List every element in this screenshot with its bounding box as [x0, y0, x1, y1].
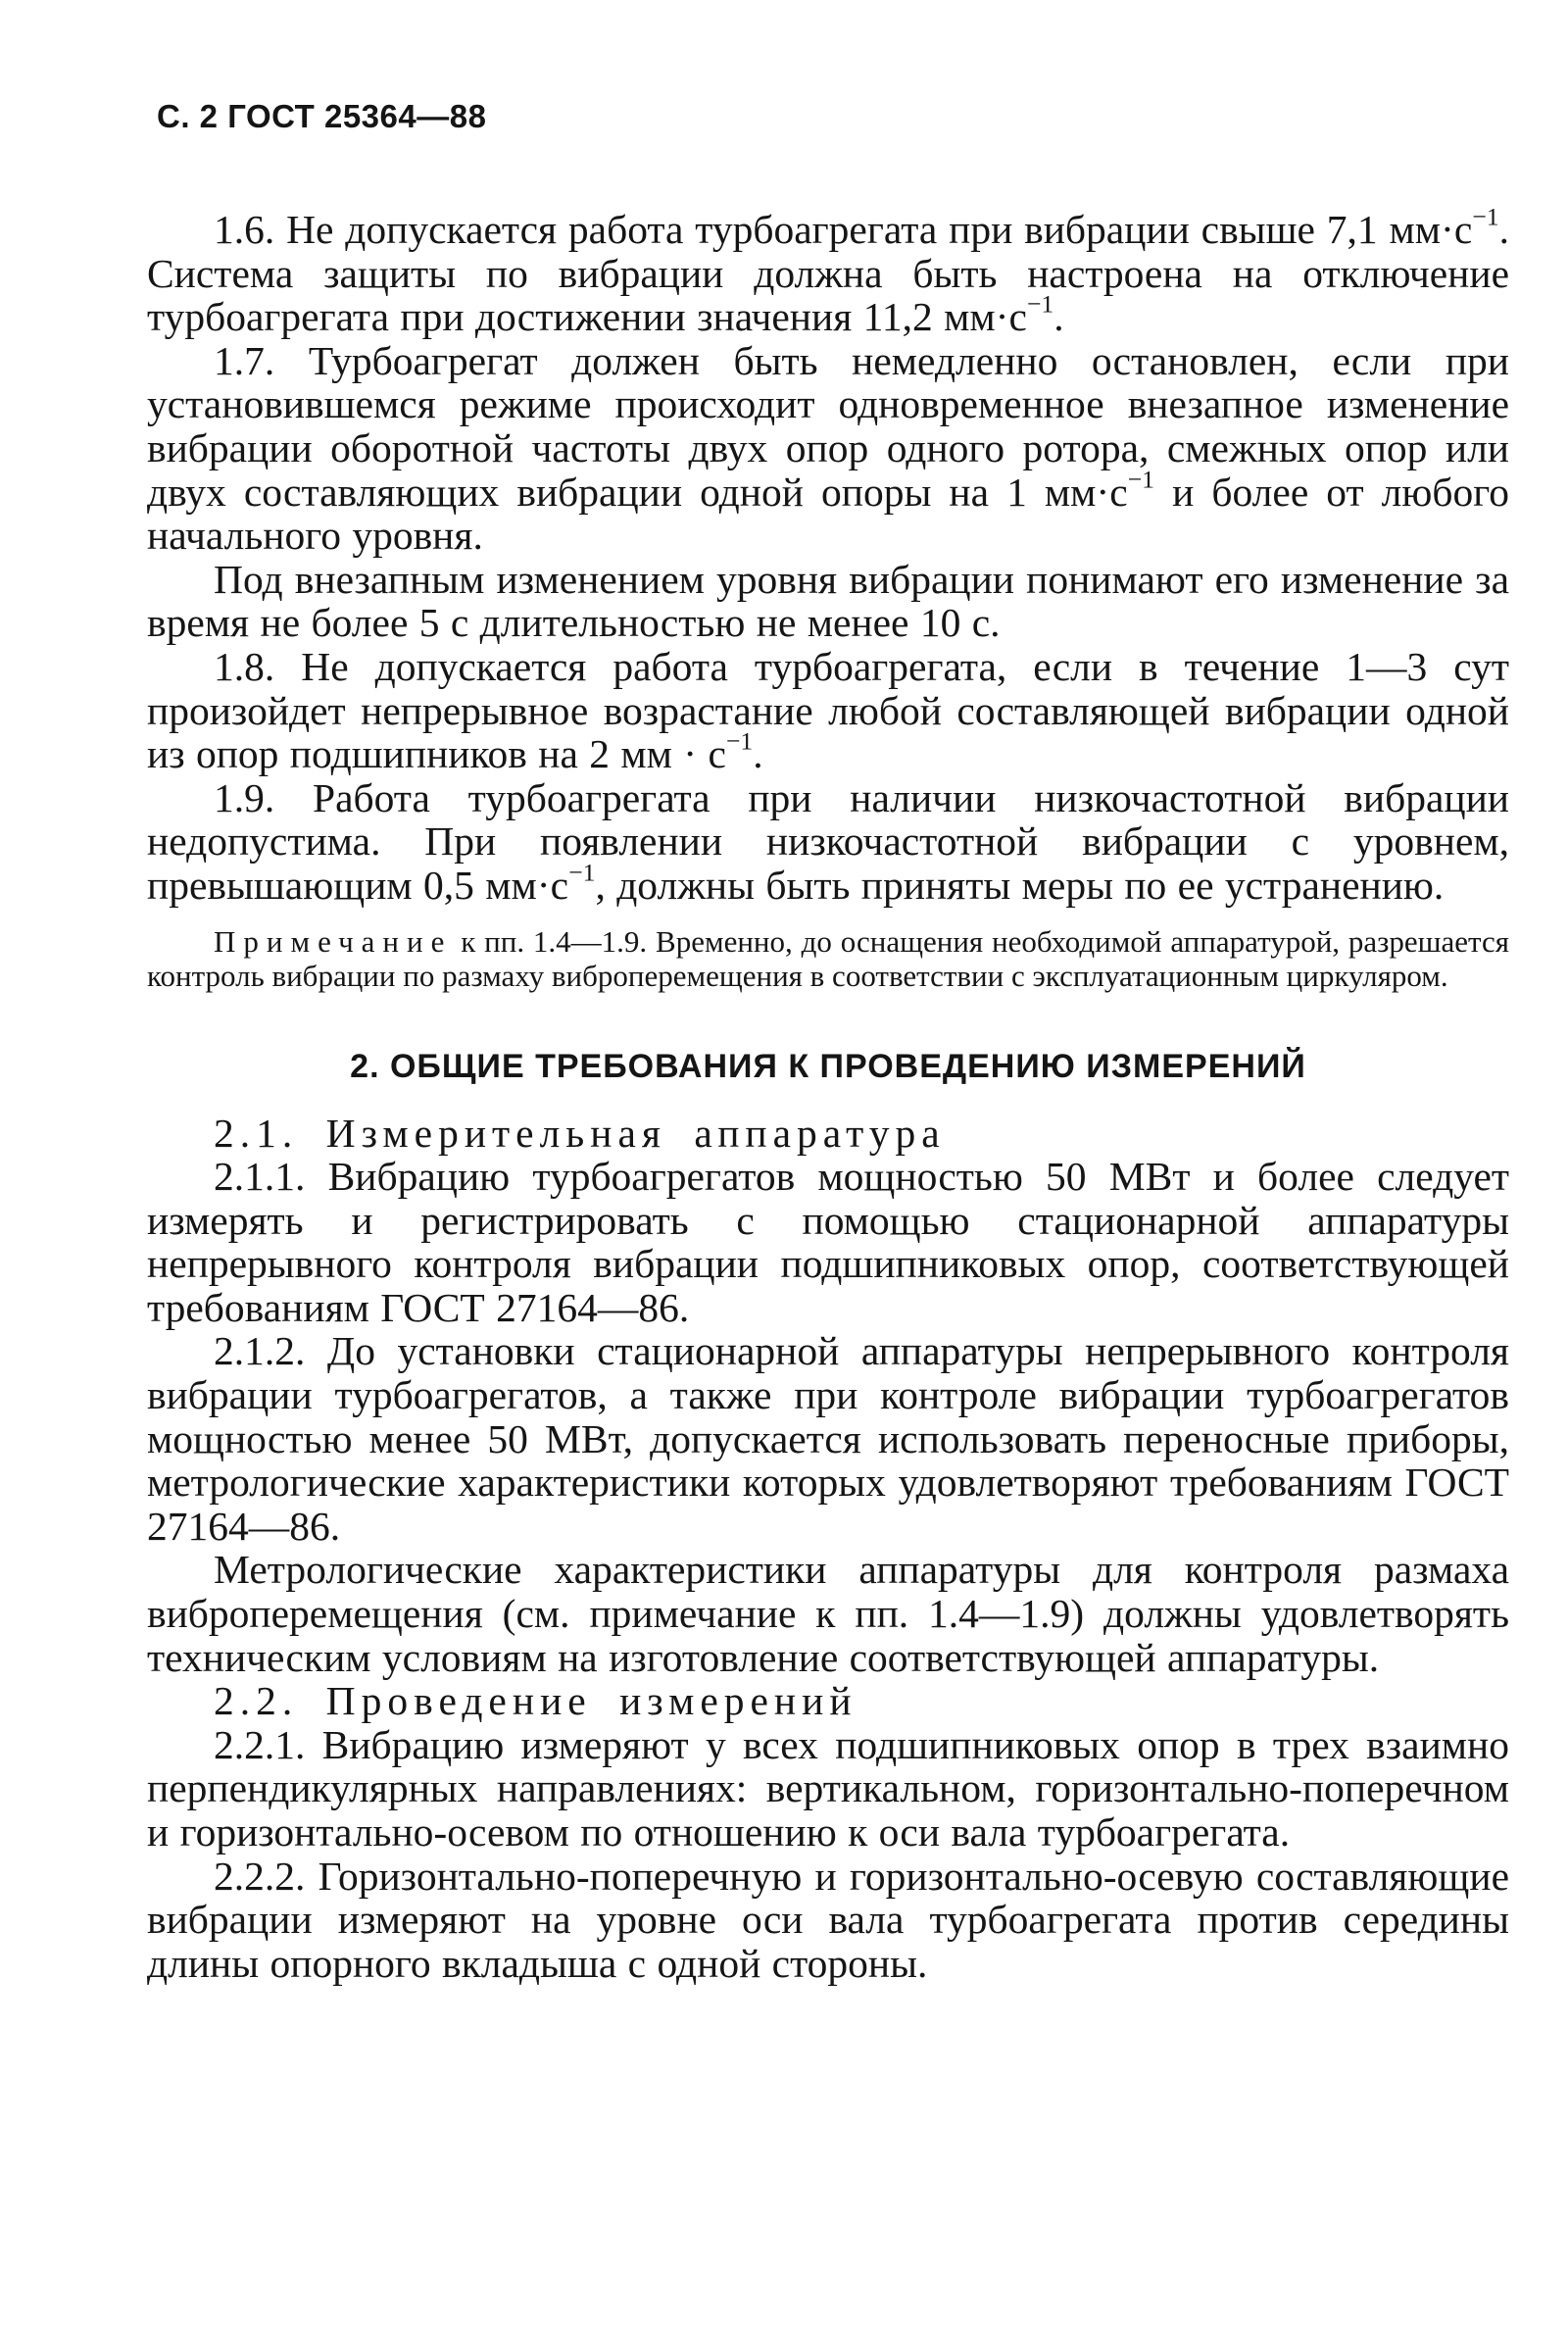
paragraph-1-6-text-b: . Система защиты по вибрации должна быть настроена на отключение турбоагрегата при достижении значения 11,2 мм·с	[147, 207, 1509, 340]
exponent: −1	[1127, 465, 1155, 494]
paragraph-2-1-1: 2.1.1. Вибрацию турбоагрегатов мощностью 50 МВт и более следует измерять и регистрировать с помощью стационарной аппаратуры непрерывного контроля вибрации подшипниковых опор, соответствующей требованиям ГОСТ 27164—86.	[147, 1154, 1509, 1330]
exponent: −1	[1472, 202, 1499, 231]
paragraph-1-8-text-b: .	[753, 731, 763, 777]
paragraph-2-1-2-metrology: Метрологические характеристики аппаратуры для контроля размаха виброперемещения (см. примечание к пп. 1.4—1.9) должны удовлетворять техническим условиям на изготовление соответствующей аппаратуры.	[147, 1547, 1509, 1680]
paragraph-1-7-text-a: 1.7. Турбоагрегат должен быть немедленно остановлен, если при установившемся режиме происходит одновременное внезапное изменение вибрации оборотной частоты двух опор одного ротора, смежных опор или двух составляющих вибрации одной опоры на 1 мм·с	[147, 337, 1509, 515]
note-text: к пп. 1.4—1.9. Временно, до оснащения необходимой аппаратурой, разрешается контроль вибрации по размаху виброперемещения в соответствии с эксплуатационным циркуляром.	[147, 923, 1509, 993]
paragraph-1-6-text-c: .	[1054, 294, 1064, 340]
paragraph-2-1-2: 2.1.2. До установки стационарной аппаратуры непрерывного контроля вибрации турбоагрегатов, а также при контроле вибрации турбоагрегатов мощностью менее 50 МВт, допускается использовать переносные приборы, метрологические характеристики которых удовлетворяют требованиям ГОСТ 27164—86.	[147, 1328, 1509, 1549]
paragraph-1-7-sudden-change: Под внезапным изменением уровня вибрации понимают его изменение за время не более 5 с длительностью не менее 10 с.	[147, 556, 1509, 646]
paragraph-2-2-2: 2.2.2. Горизонтально-поперечную и горизонтально-осевую составляющие вибрации измеряют на уровне оси вала турбоагрегата против середины длины опорного вкладыша с одной стороны.	[147, 1853, 1509, 1986]
paragraph-1-8-text-a: 1.8. Не допускается работа турбоагрегата, если в течение 1—3 сут произойдет непрерывное возрастание любой составляющей вибрации одной из опор подшипников на 2 мм · с	[147, 643, 1509, 777]
paragraph-1-9-text-b: , должны быть приняты меры по ее устранению.	[595, 862, 1445, 908]
paragraph-1-6-text-a: 1.6. Не допускается работа турбоагрегата при вибрации свыше 7,1 мм·с	[214, 207, 1473, 252]
paragraph-1-7-text-b: и более от любого начального уровня.	[147, 469, 1509, 559]
subsection-2-1-heading: 2.1. Измерительная аппаратура	[214, 1110, 946, 1156]
note	[147, 924, 1509, 993]
page-header: С. 2 ГОСТ 25364—88	[157, 98, 487, 134]
section-2-title: 2. ОБЩИЕ ТРЕБОВАНИЯ К ПРОВЕДЕНИЮ ИЗМЕРЕНИЙ	[350, 1047, 1306, 1085]
paragraph-1-9-text-a: 1.9. Работа турбоагрегата при наличии низкочастотной вибрации недопустима. При появлении низкочастотной вибрации с уровнем, превышающим 0,5 мм·с	[147, 774, 1509, 908]
note-label: Примечание	[214, 923, 453, 959]
paragraph-1-6	[147, 202, 1509, 340]
exponent: −1	[568, 858, 596, 887]
paragraph-1-9	[147, 776, 1509, 908]
exponent: −1	[725, 726, 754, 756]
document-page	[147, 98, 1509, 1985]
paragraph-1-8	[147, 645, 1509, 776]
paragraph-2-2-1: 2.2.1. Вибрацию измеряют у всех подшипниковых опор в трех взаимно перпендикулярных направлениях: вертикальном, горизонтально-поперечном и горизонтально-осевом по отношению к оси вала турбоагрегата.	[147, 1721, 1509, 1855]
subsection-2-2-heading: 2.2. Проведение измерений	[214, 1678, 858, 1724]
exponent: −1	[1026, 289, 1054, 319]
paragraph-1-7	[147, 339, 1509, 558]
